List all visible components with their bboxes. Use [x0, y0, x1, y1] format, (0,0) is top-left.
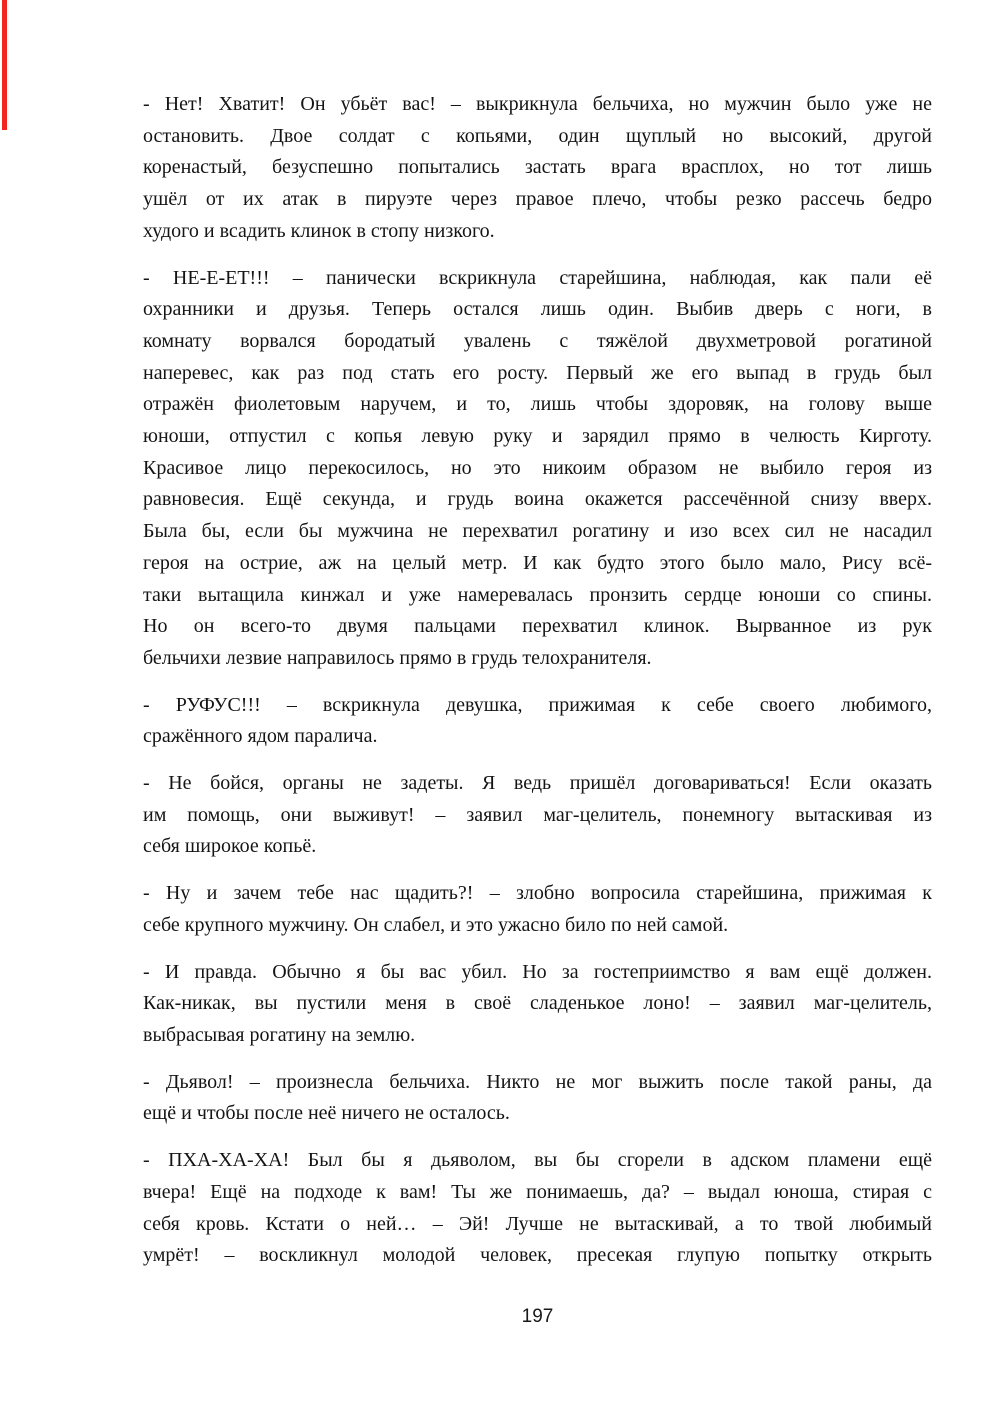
paragraph	[143, 1145, 932, 1272]
text-line: Была бы, если бы мужчина не перехватил рогатину и изо всех сил не насадил	[143, 520, 932, 543]
text-line: остановить. Двое солдат с копьями, один щуплый но высокий, другой	[143, 124, 932, 147]
paragraph	[143, 878, 932, 941]
paragraph	[143, 690, 932, 753]
text-line: худого и всадить клинок в стопу низкого.	[143, 219, 495, 242]
red-line-mark	[2, 0, 7, 130]
text-line: комнату ворвался бородатый увалень с тяжёлой двухметровой рогатиной	[143, 329, 932, 352]
text-line: Красивое лицо перекосилось, но это никоим образом не выбило героя из	[143, 456, 932, 479]
text-line: - ПХА-ХА-ХА! Был бы я дьяволом, вы бы сгорели в адском пламени ещё	[143, 1149, 932, 1172]
page-number: 197	[521, 1306, 554, 1327]
text-line: выбрасывая рогатину на землю.	[143, 1023, 416, 1046]
paragraph	[143, 768, 932, 863]
text-line: Как-никак, вы пустили меня в своё сладенькое лоно! – заявил маг-целитель,	[143, 992, 932, 1015]
text-line: - РУФУС!!! – вскрикнула девушка, прижимая к себе своего любимого,	[143, 693, 932, 716]
text-line: - И правда. Обычно я бы вас убил. Но за гостеприимство я вам ещё должен.	[143, 960, 932, 983]
text-line: - Нет! Хватит! Он убьёт вас! – выкрикнула бельчиха, но мужчин было уже не	[143, 93, 932, 115]
text-line: себе крупного мужчину. Он слабел, и это ужасно било по ней самой.	[143, 913, 729, 936]
paragraph	[143, 89, 932, 248]
text-line: таки вытащила кинжал и уже намеревалась пронзить сердце юноши со спины.	[143, 583, 932, 606]
text-line: ещё и чтобы после неё ничего не осталось.	[143, 1102, 510, 1125]
text-line: себя широкое копьё.	[143, 835, 317, 858]
paragraph	[143, 263, 932, 675]
text-line: сражённого ядом паралича.	[143, 725, 378, 748]
text-line: отражён фиолетовым наручем, и то, лишь чтобы здоровяк, на голову выше	[143, 393, 932, 416]
text-line: - Дьявол! – произнесла бельчиха. Никто не мог выжить после такой раны, да	[143, 1070, 932, 1093]
text-line: ушёл от их атак в пируэте через правое плечо, чтобы резко рассечь бедро	[143, 188, 932, 211]
paragraph	[143, 1067, 932, 1130]
text-line: им помощь, они выживут! – заявил маг-целитель, понемногу вытаскивая из	[143, 803, 932, 826]
text-line: бельчихи лезвие направилось прямо в грудь телохранителя.	[143, 646, 652, 669]
text-line: охранники и друзья. Теперь остался лишь один. Выбив дверь с ноги, в	[143, 298, 932, 321]
text-line: равновесия. Ещё секунда, и грудь воина окажется рассечённой снизу вверх.	[143, 488, 932, 511]
paragraph	[143, 957, 932, 1052]
text-line: наперевес, как раз под стать его росту. Первый же его выпад в грудь был	[143, 361, 932, 384]
text-line: юноши, отпустил с копья левую руку и зарядил прямо в челюсть Кирготу.	[143, 425, 932, 448]
text-line: коренастый, безуспешно попытались застать врага врасплох, но тот лишь	[143, 156, 932, 179]
text-line: - Не бойся, органы не задеты. Я ведь пришёл договариваться! Если оказать	[143, 772, 932, 795]
text-line: Но он всего-то двумя пальцами перехватил клинок. Вырванное из рук	[143, 615, 932, 638]
text-line: - Ну и зачем тебе нас щадить?! – злобно вопросила старейшина, прижимая к	[143, 882, 932, 905]
text-line: себя кровь. Кстати о ней… – Эй! Лучше не вытаскивай, а то твой любимый	[143, 1212, 932, 1235]
text-block	[143, 89, 932, 1287]
text-line: вчера! Ещё на подходе к вам! Ты же понимаешь, да? – выдал юноша, стирая с	[143, 1180, 932, 1203]
text-line: умрёт! – воскликнул молодой человек, пресекая глупую попытку открыть	[143, 1244, 932, 1267]
text-line: героя на острие, аж на целый метр. И как будто этого было мало, Рису всё-	[143, 551, 932, 574]
text-line: - НЕ-Е-ЕТ!!! – панически вскрикнула старейшина, наблюдая, как пали её	[143, 266, 932, 289]
